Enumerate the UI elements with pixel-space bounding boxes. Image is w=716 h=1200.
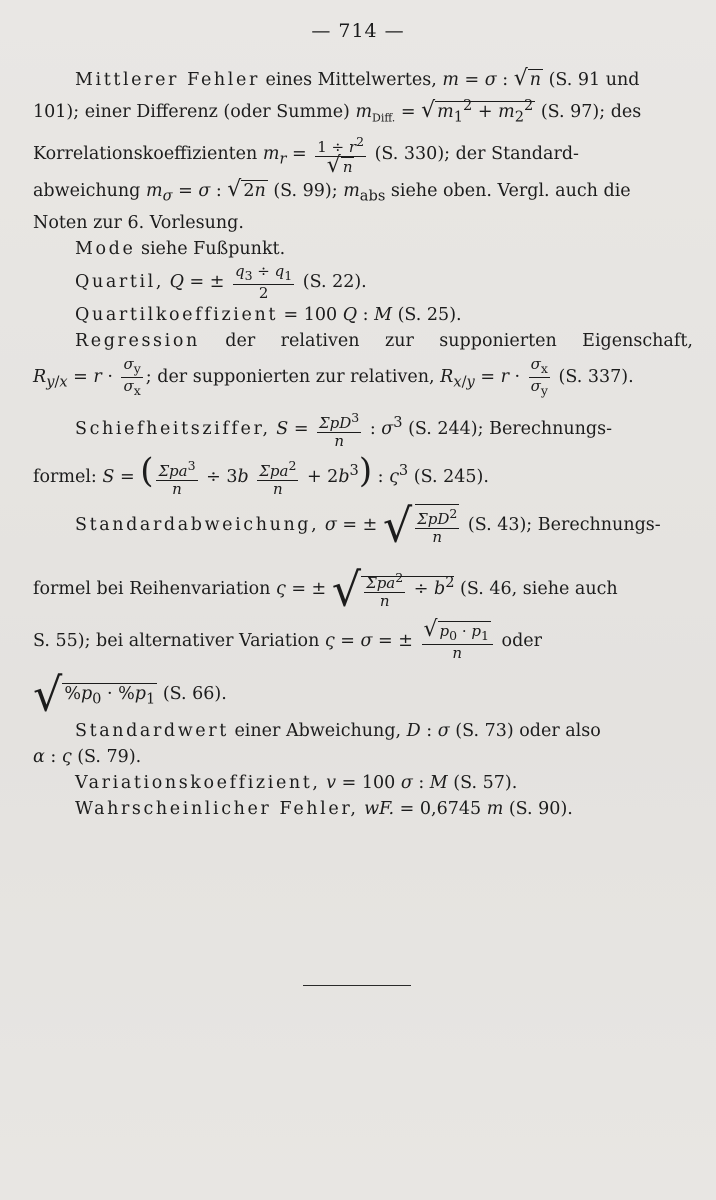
glossary-text xyxy=(33,66,693,822)
entry-standardabweichung-line-3: S. 55); bei alternativer Variation ς = σ = ± $\frac{√ p_0 \cdot p_1}{n}$ oder xyxy=(33,616,542,662)
page-number: — 714 — xyxy=(311,20,405,42)
entry-wahrscheinlicher-fehler: Wahrscheinlicher Fehler, wF. = 0,6745 m (S. 90). xyxy=(75,798,573,819)
end-rule xyxy=(303,985,411,986)
entry-schiefheitsziffer-line-2: formel: S = ( $\frac{\Sigma pa^3}{n}$ ÷ 3b $\frac{\Sigma pa^2}{n}$ + $2b^3$) : $\varsigma^3$ (S. 245). xyxy=(33,450,489,498)
entry-schiefheitsziffer-line-1: Schiefheitsziffer, S = $\frac{\Sigma pD^3}{n}$ : $\sigma^3$ (S. 244); Berechnungs- xyxy=(75,409,613,450)
entry-variationskoeffizient: Variationskoeffizient, v = 100 σ : M (S. 57). xyxy=(75,772,518,793)
entry-standardabweichung-line-1: Standardabweichung, σ = ± √ $\frac{\Sigma pD^2}{n}$ (S. 43); Berechnungs- xyxy=(75,498,661,553)
entry-quartil: Quartil, Q = ± $\frac{q_3 \div q_1}{2}$ (S. 22). xyxy=(75,261,367,302)
entry-standardabweichung-line-4: √ $\%p_0 \cdot \%p_1$ (S. 66). xyxy=(33,667,227,722)
entry-mode: Mode siehe Fußpunkt. xyxy=(75,238,286,259)
entry-standardwert-line-1: Standardwert einer Abweichung, D : σ (S. 73) oder also xyxy=(75,720,601,741)
entry-regression-line-2: $R_{y/x} = r$ · $\frac{\sigma_y}{\sigma_x}$ ; der supponierten zur relativen, $R_{x/y} = r$ · $\frac{\sigma_x}{\sigma_y}$ (S. 337). xyxy=(33,354,634,398)
entry-standardwert-line-2: α : ς (S. 79). xyxy=(33,746,142,767)
entry-mittlerer-fehler-line-3: Korrelationskoeffizienten $m_r$ = $\frac{1 \div r^2}{√ n}$ (S. 330); der Standard- xyxy=(33,134,579,179)
entry-mittlerer-fehler-line-2: 101); einer Differenz (oder Summe) $m_{Diff.}$ = √ $m_1^2 + m_2^2$ (S. 97); des xyxy=(33,97,642,126)
entry-mittlerer-fehler-line-4: abweichung $m_\sigma = \sigma$ : √ 2n (S. 99); $m_{abs}$ siehe oben. Vergl. auch die xyxy=(33,177,631,205)
entry-mittlerer-fehler-line-5: Noten zur 6. Vorlesung. xyxy=(33,212,244,233)
entry-standardabweichung-line-2: formel bei Reihenvariation ς = ± √ $\frac{\Sigma pa^2}{n}$ ÷ $b^2$ (S. 46, siehe auch xyxy=(33,562,618,617)
entry-regression-line-1: Regression der relativen zur supponierten Eigenschaft, xyxy=(75,330,693,351)
entry-quartilkoeffizient: Quartilkoeffizient = 100 Q : M (S. 25). xyxy=(75,304,462,325)
entry-mittlerer-fehler-line-1: Mittlerer Fehler eines Mittelwertes, m = σ : √ n (S. 91 und xyxy=(75,66,640,91)
